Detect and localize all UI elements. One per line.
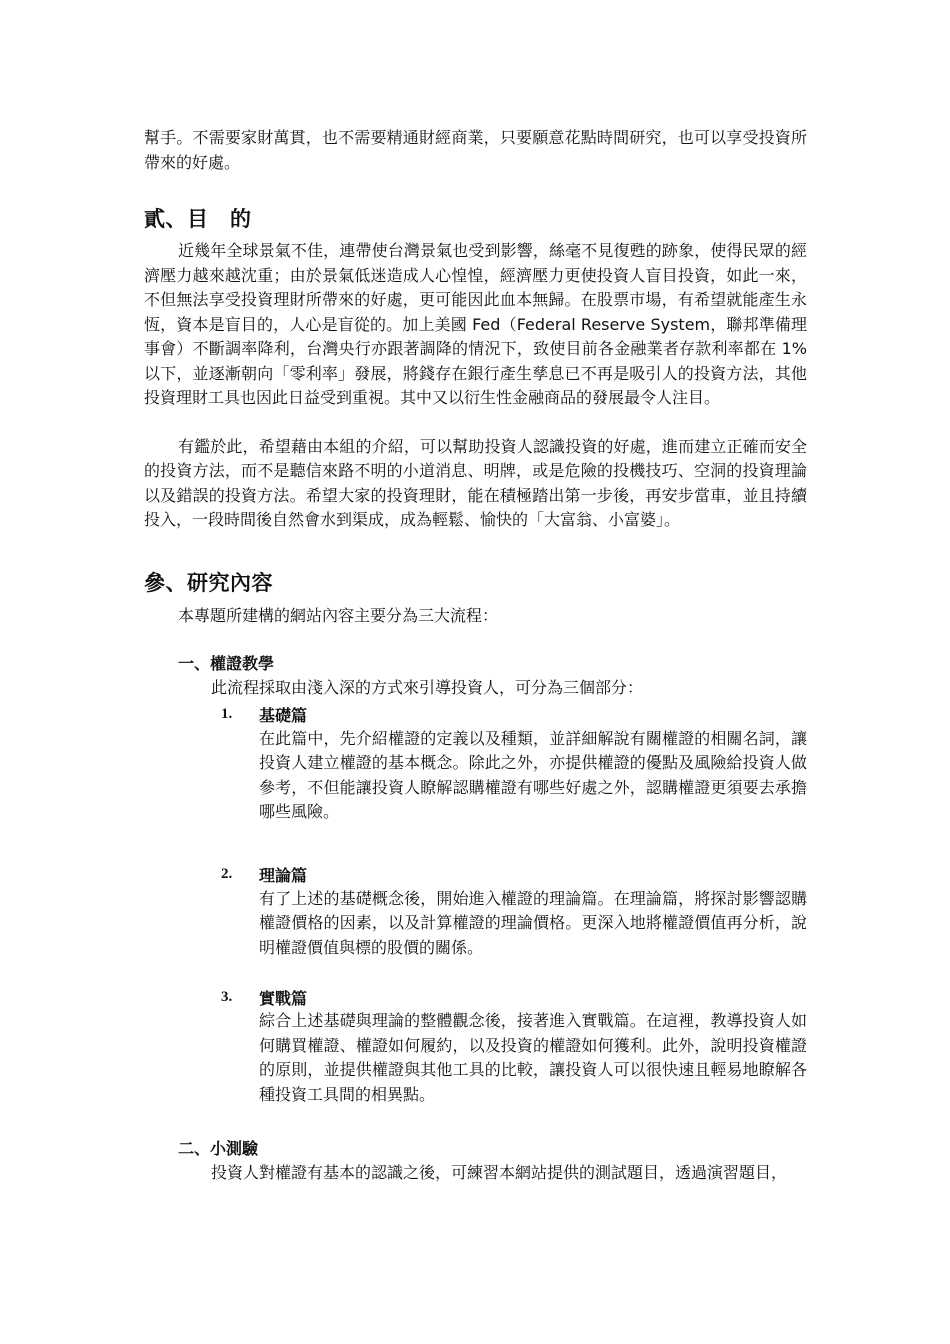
section-warrant-teaching-heading: 一、權證教學: [178, 654, 275, 673]
list-item-number: 2.: [221, 866, 233, 882]
research-intro: 本專題所建構的網站內容主要分為三大流程：: [178, 605, 499, 625]
intro-continuation-paragraph: 幫手。不需要家財萬貫，也不需要精通財經商業，只要願意花點時間研究，也可以享受投資所帶來的好處。: [144, 128, 807, 172]
list-item-theory: [144, 863, 807, 961]
list-item-title: 基礎篇: [259, 706, 308, 725]
list-item-header: [221, 863, 807, 887]
list-item-title: 實戰篇: [259, 988, 308, 1008]
list-item-title: 理論篇: [259, 866, 308, 885]
list-item-header: [221, 985, 807, 1009]
research-heading: 參、研究內容: [144, 570, 273, 595]
list-item-practice: [144, 985, 807, 1107]
purpose-paragraph-1: 近幾年全球景氣不佳，連帶使台灣景氣也受到影響，絲毫不見復甦的跡象，使得民眾的經濟壓力越來越沈重；由於景氣低迷造成人心惶惶，經濟壓力更使投資人盲目投資，如此一來，不但無法享受投資理財所帶來的好處，更可能因此血本無歸。在股票市場，有希望就能產生永恆，資本是盲目的，人心是盲從的。加上美國 Fed（Federal Reserve System，聯邦準備理事會）不斷調率降利，台灣央行亦跟著調降的情況下，致使目前各金融業者存款利率都在 1% 以下，並逐漸朝向「零利率」發展，將錢存在銀行產生孳息已不再是吸引人的投資方法，其他投資理財工具也因此日益受到重視。其中又以衍生性金融商品的發展最令人注目。: [144, 241, 807, 407]
purpose-paragraph-2: 有鑑於此，希望藉由本組的介紹，可以幫助投資人認識投資的好處，進而建立正確而安全的投資方法，而不是聽信來路不明的小道消息、明牌，或是危險的投機技巧、空洞的投資理論以及錯誤的投資方法。希望大家的投資理財，能在積極踏出第一步後，再安步當車，並且持續投入，一段時間後自然會水到渠成，成為輕鬆、愉快的「大富翁、小富婆」。: [144, 436, 807, 529]
list-item-number: 3.: [221, 988, 233, 1005]
list-item-basics: [144, 703, 807, 825]
list-item-body: 有了上述的基礎概念後，開始進入權證的理論篇。在理論篇，將探討影響認購權證價格的因素，以及計算權證的理論價格。更深入地將權證價值再分析，說明權證價值與標的股價的關係。: [259, 888, 807, 957]
list-item-body: 在此篇中，先介紹權證的定義以及種類，並詳細解說有關權證的相關名詞，讓投資人建立權證的基本概念。除此之外，亦提供權證的優點及風險給投資人做參考，不但能讓投資人瞭解認購權證有哪些好處之外，認購權證更須要去承擔哪些風險。: [259, 728, 807, 821]
section-quiz-heading: 二、小測驗: [178, 1139, 259, 1158]
purpose-heading: 貳、目 的: [144, 207, 252, 231]
list-item-number: 1.: [221, 706, 233, 722]
section-warrant-teaching-intro: 此流程採取由淺入深的方式來引導投資人，可分為三個部分：: [211, 678, 644, 697]
section-quiz-intro: 投資人對權證有基本的認識之後，可練習本網站提供的測試題目，透過演習題目，: [211, 1163, 788, 1182]
list-item-body: 綜合上述基礎與理論的整體觀念後，接著進入實戰篇。在這裡，教導投資人如何購買權證、權證如何履約，以及投資的權證如何獲利。此外，說明投資權證的原則，並提供權證與其他工具的比較，讓投資人可以很快速且輕易地瞭解各種投資工具間的相異點。: [259, 1011, 807, 1104]
list-item-header: [221, 703, 807, 727]
